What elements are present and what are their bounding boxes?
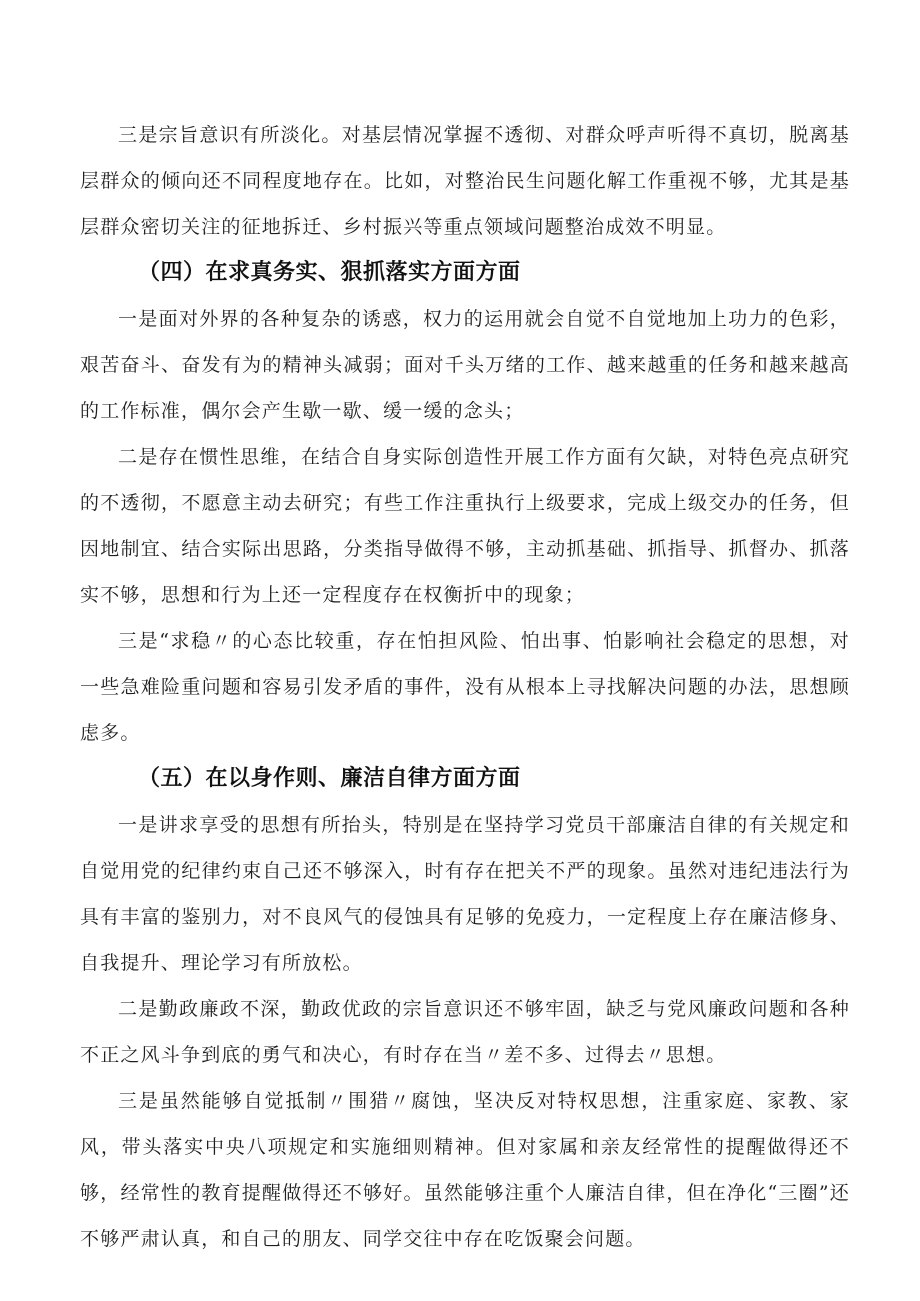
paragraph-section4-item3: 三是“求稳〃的心态比较重，存在怕担风险、怕出事、怕影响社会稳定的思想，对一些急难险重问题和容易引发矛盾的事件，没有从根本上寻找解决问题的办法，思想顾虑多。 — [80, 630, 850, 744]
section-heading-four: （四）在求真务实、狠抓落实方面方面 — [138, 260, 521, 285]
paragraph-purpose-awareness: 三是宗旨意识有所淡化。对基层情况掌握不透彻、对群众呼声听得不真切，脱离基层群众的倾向还不同程度地存在。比如，对整治民生问题化解工作重视不够，尤其是基层群众密切关注的征地拆迁、乡村振兴等重点领域问题整治成效不明显。 — [80, 124, 850, 238]
paragraph-section5-item3: 三是虽然能够自觉抵制〃围猎〃腐蚀，坚决反对特权思想，注重家庭、家教、家风，带头落实中央八项规定和实施细则精神。但对家属和亲友经常性的提醒做得还不够，经常性的教育提醒做得还不够好。虽然能够注重个人廉洁自律，但在净化“三圈”还不够严肃认真，和自己的朋友、同学交往中存在吃饭聚会问题。 — [80, 1090, 850, 1250]
paragraph-section5-item2: 二是勤政廉政不深，勤政优政的宗旨意识还不够牢固，缺乏与党风廉政问题和各种不正之风斗争到底的勇气和决心，有时存在当〃差不多、过得去〃思想。 — [80, 998, 850, 1066]
section-heading-five: （五）在以身作则、廉洁自律方面方面 — [138, 766, 521, 791]
paragraph-section4-item2: 二是存在惯性思维，在结合自身实际创造性开展工作方面有欠缺，对特色亮点研究的不透彻，不愿意主动去研究；有些工作注重执行上级要求，完成上级交办的任务，但因地制宜、结合实际出思路，分类指导做得不够，主动抓基础、抓指导、抓督办、抓落实不够，思想和行为上还一定程度存在权衡折中的现象； — [80, 446, 850, 606]
document-body — [80, 112, 850, 1262]
paragraph-section4-item1: 一是面对外界的各种复杂的诱惑，权力的运用就会自觉不自觉地加上功力的色彩，艰苦奋斗、奋发有为的精神头减弱；面对千头万绪的工作、越来越重的任务和越来越高的工作标准，偶尔会产生歇一歇、缓一缓的念头； — [80, 308, 850, 422]
paragraph-section5-item1: 一是讲求享受的思想有所抬头，特别是在坚持学习党员干部廉洁自律的有关规定和自觉用党的纪律约束自己还不够深入，时有存在把关不严的现象。虽然对违纪违法行为具有丰富的鉴别力，对不良风气的侵蚀具有足够的免疫力，一定程度上存在廉洁修身、自我提升、理论学习有所放松。 — [80, 814, 850, 974]
